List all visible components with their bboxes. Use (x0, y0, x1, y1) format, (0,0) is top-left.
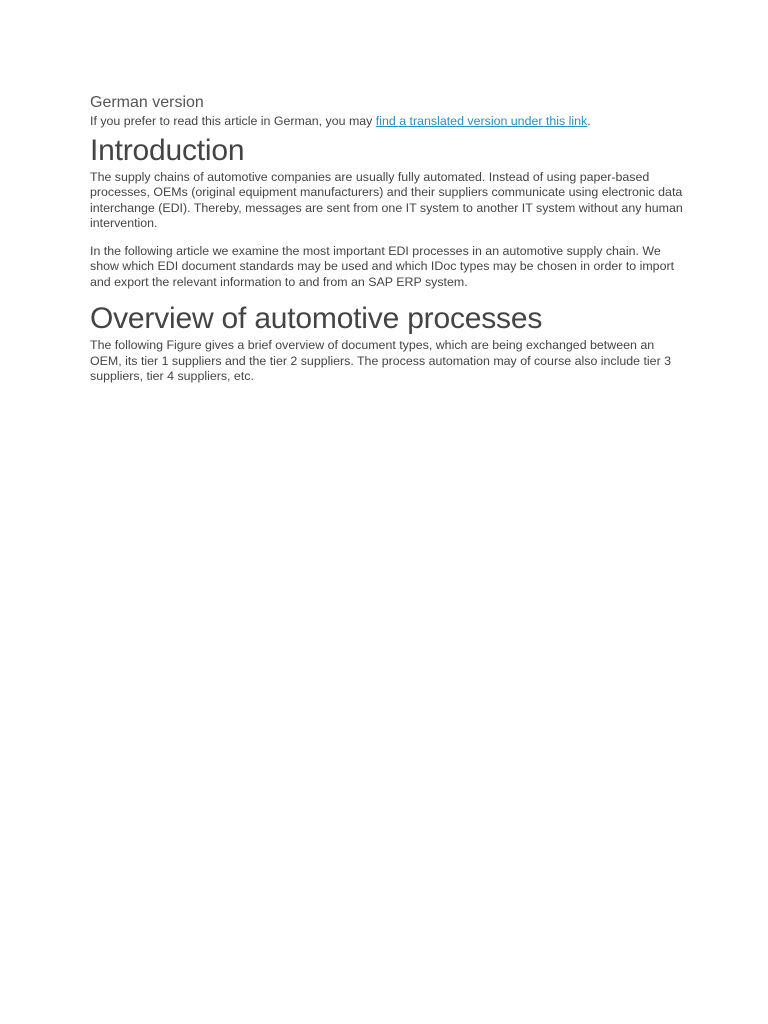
german-version-heading: German version (90, 94, 204, 111)
german-version-text (90, 114, 684, 130)
translated-version-link[interactable]: find a translated version under this link (375, 114, 588, 128)
german-version-text-after: . (587, 114, 591, 128)
overview-paragraph-1: The following Figure gives a brief overview of document types, which are being exchanged between an OEM, its tier 1 suppliers and the tier 2 suppliers. The process automation may of course also include tier 3 suppliers, tier 4 suppliers, etc. (90, 338, 672, 383)
overview-heading: Overview of automotive processes (90, 302, 543, 335)
introduction-paragraph-2: In the following article we examine the most important EDI processes in an automotive supply chain. We show which EDI document standards may be used and which IDoc types may be chosen in order to import and export the relevant information to and from an SAP ERP system. (90, 243, 675, 289)
introduction-paragraph-1: The supply chains of automotive companies are usually fully automated. Instead of using paper-based processes, OEMs (original equipment manufacturers) and their suppliers communicate using electronic data interchange (EDI). Thereby, messages are sent from one IT system to another IT system without any human intervention. (90, 169, 683, 230)
introduction-heading: Introduction (90, 133, 245, 167)
article (90, 93, 684, 385)
german-version-text-before: If you prefer to read this article in German, you may (90, 114, 376, 128)
